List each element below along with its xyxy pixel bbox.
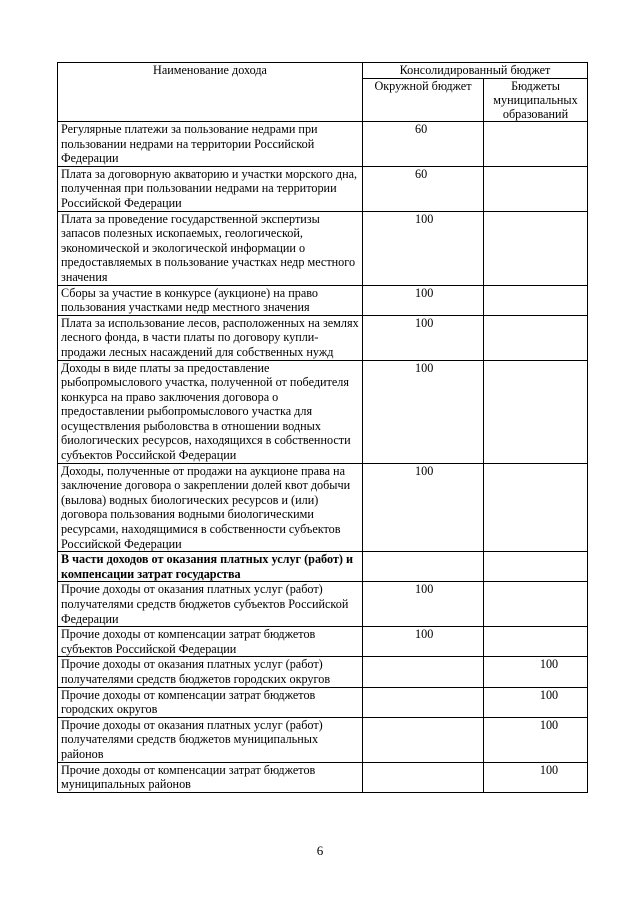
revenue-name-cell: Прочие доходы от компенсации затрат бюджетов субъектов Российской Федерации — [58, 627, 363, 657]
revenue-name-cell: Плата за договорную акваторию и участки морского дна, полученная при пользовании недрами на территории Российской Федерации — [58, 166, 363, 211]
table-row — [58, 762, 588, 792]
header-revenue-name: Наименование дохода — [58, 63, 363, 122]
municipal-share-cell — [484, 627, 588, 657]
header-row-top — [58, 63, 588, 79]
page-number: 6 — [316, 843, 324, 858]
table-row — [58, 627, 588, 657]
municipal-share-cell: 100 — [484, 717, 588, 762]
okrug-share-cell: 100 — [363, 211, 484, 285]
table-row — [58, 463, 588, 552]
table-row — [58, 717, 588, 762]
municipal-share-cell — [484, 552, 588, 582]
municipal-share-cell — [484, 166, 588, 211]
revenue-name-cell: Плата за проведение государственной экспертизы запасов полезных ископаемых, геологической, экономической и экологической информации о предоставляемых в пользование участках недр местного значения — [58, 211, 363, 285]
revenue-name-cell: В части доходов от оказания платных услуг (работ) и компенсации затрат государства — [58, 552, 363, 582]
okrug-share-cell — [363, 717, 484, 762]
municipal-share-cell: 100 — [484, 687, 588, 717]
okrug-share-cell: 100 — [363, 582, 484, 627]
revenue-name-cell: Доходы в виде платы за предоставление рыбопромыслового участка, полученной от победителя конкурса на право заключения договора о предоставлении рыбопромыслового участка для осуществления рыболовства в отношении водных биологических ресурсов, находящихся в собственности субъектов Российской Федерации — [58, 360, 363, 463]
table-row — [58, 315, 588, 360]
header-okrug-budget: Окружной бюджет — [363, 79, 484, 122]
revenue-name-cell: Прочие доходы от компенсации затрат бюджетов городских округов — [58, 687, 363, 717]
revenue-distribution-table — [57, 62, 588, 793]
table-row — [58, 211, 588, 285]
okrug-share-cell: 100 — [363, 627, 484, 657]
revenue-name-cell: Доходы, полученные от продажи на аукционе права на заключение договора о закреплении долей квот добычи (вылова) водных биологических ресурсов и (или) договора пользования водными биологическими ресурсами, находящимися в собственности субъектов Российской Федерации — [58, 463, 363, 552]
okrug-share-cell: 100 — [363, 360, 484, 463]
table-row — [58, 166, 588, 211]
revenue-name-cell: Плата за использование лесов, расположенных на землях лесного фонда, в части платы по договору купли-продажи лесных насаждений для собственных нужд — [58, 315, 363, 360]
municipal-share-cell: 100 — [484, 657, 588, 687]
revenue-name-cell: Регулярные платежи за пользование недрами при пользовании недрами на территории Российской Федерации — [58, 122, 363, 167]
table-row — [58, 687, 588, 717]
municipal-share-cell — [484, 582, 588, 627]
revenue-name-cell: Прочие доходы от оказания платных услуг (работ) получателями средств бюджетов городских округов — [58, 657, 363, 687]
okrug-share-cell: 100 — [363, 285, 484, 315]
table-row — [58, 582, 588, 627]
okrug-share-cell — [363, 762, 484, 792]
section-row — [58, 552, 588, 582]
revenue-name-cell: Прочие доходы от оказания платных услуг (работ) получателями средств бюджетов субъектов Российской Федерации — [58, 582, 363, 627]
revenue-name-cell: Прочие доходы от оказания платных услуг (работ) получателями средств бюджетов муниципальных районов — [58, 717, 363, 762]
municipal-share-cell: 100 — [484, 762, 588, 792]
okrug-share-cell: 100 — [363, 463, 484, 552]
table-row — [58, 285, 588, 315]
header-consolidated-budget: Консолидированный бюджет — [363, 63, 588, 79]
okrug-share-cell: 60 — [363, 166, 484, 211]
table-row — [58, 360, 588, 463]
municipal-share-cell — [484, 122, 588, 167]
okrug-share-cell — [363, 687, 484, 717]
municipal-share-cell — [484, 463, 588, 552]
table-row — [58, 122, 588, 167]
municipal-share-cell — [484, 285, 588, 315]
municipal-share-cell — [484, 211, 588, 285]
revenue-name-cell: Прочие доходы от компенсации затрат бюджетов муниципальных районов — [58, 762, 363, 792]
okrug-share-cell: 100 — [363, 315, 484, 360]
revenue-name-cell: Сборы за участие в конкурсе (аукционе) на право пользования участками недр местного значения — [58, 285, 363, 315]
header-municipal-budgets: Бюджеты муниципальных образований — [484, 79, 588, 122]
okrug-share-cell — [363, 657, 484, 687]
table-row — [58, 657, 588, 687]
okrug-share-cell: 60 — [363, 122, 484, 167]
okrug-share-cell — [363, 552, 484, 582]
municipal-share-cell — [484, 360, 588, 463]
municipal-share-cell — [484, 315, 588, 360]
